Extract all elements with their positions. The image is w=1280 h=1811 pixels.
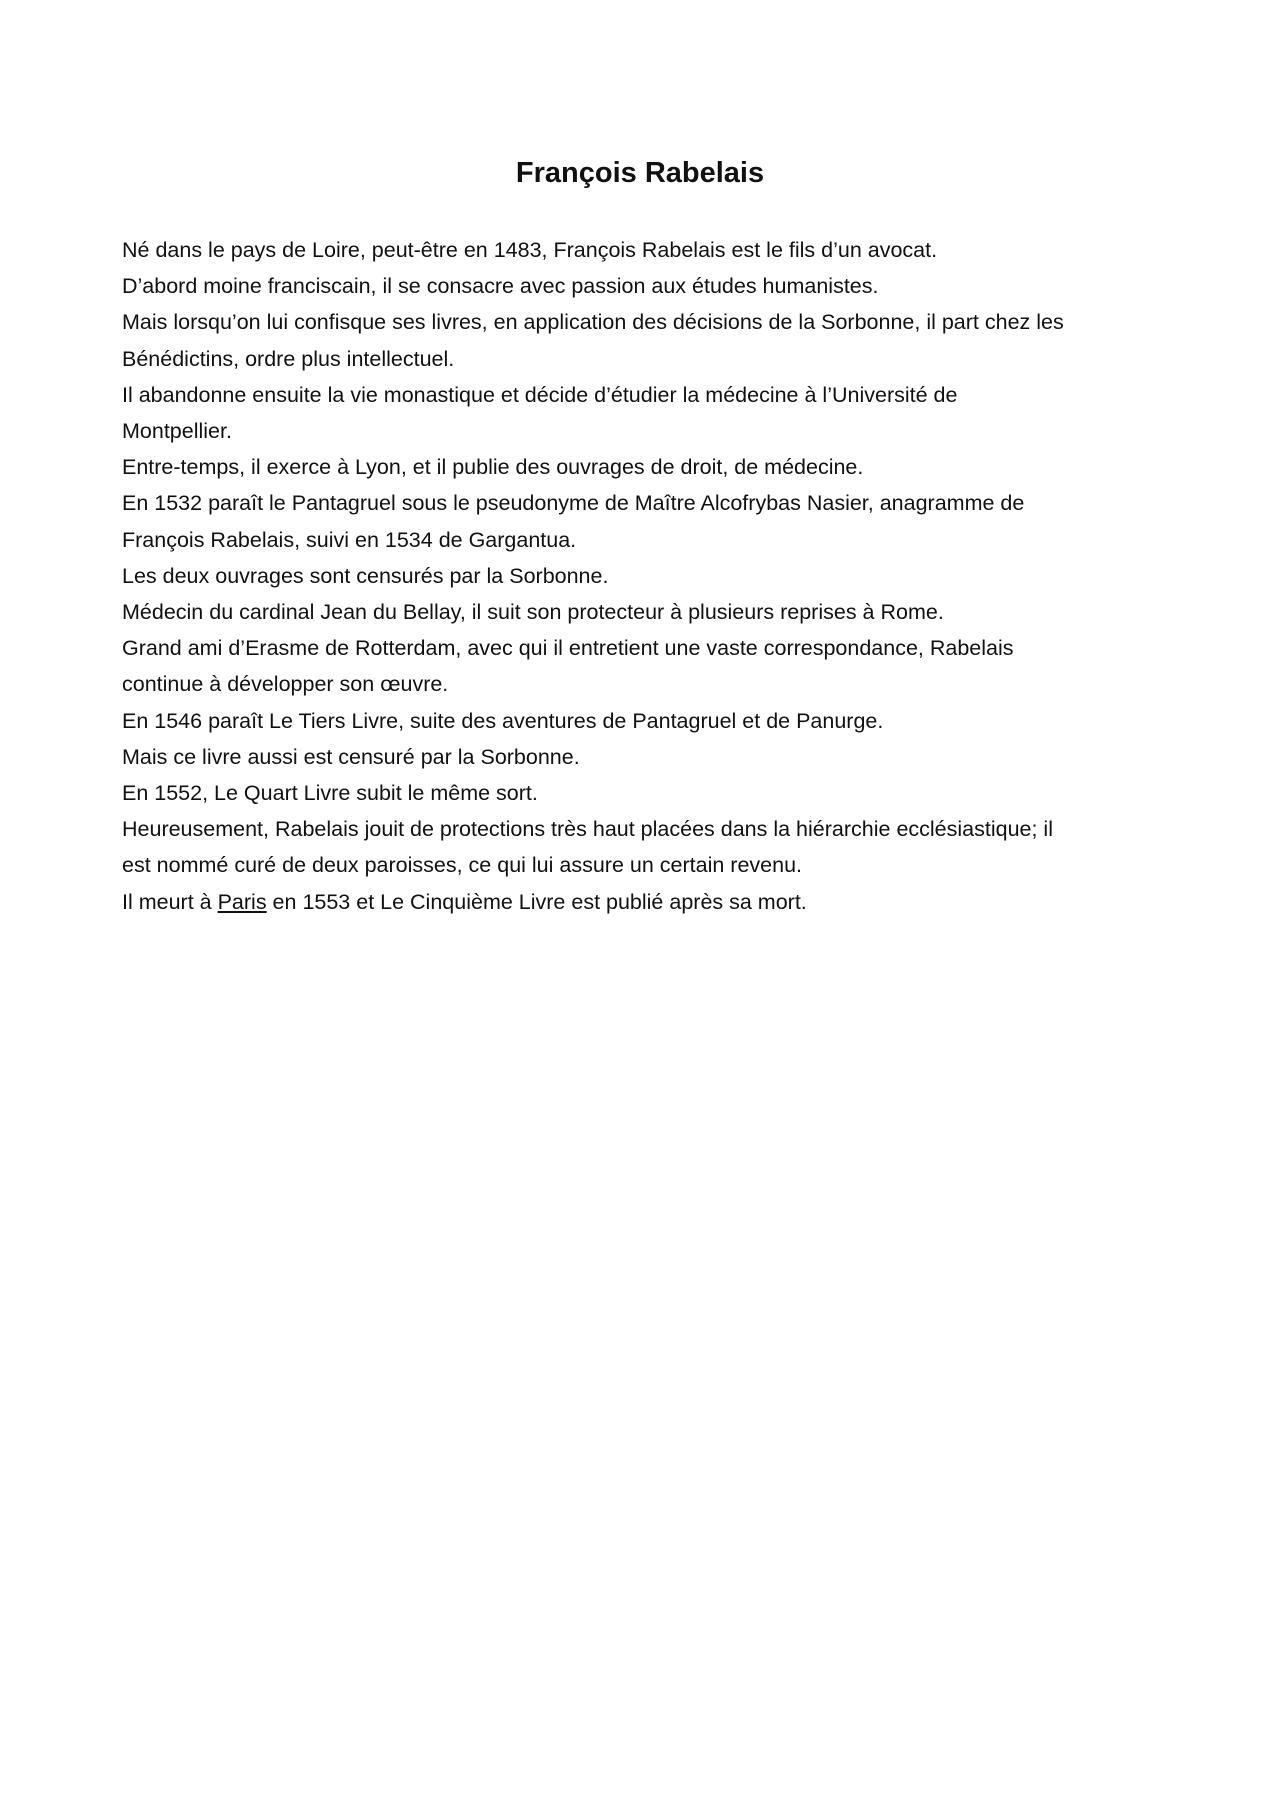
body-line: Il abandonne ensuite la vie monastique et décide d’étudier la médecine à l’Université de — [122, 382, 958, 407]
last-line-before: Il meurt à — [122, 889, 218, 914]
document-body — [122, 232, 1172, 920]
body-line: En 1552, Le Quart Livre subit le même sort. — [122, 781, 538, 806]
body-line: D’abord moine franciscain, il se consacre avec passion aux études humanistes. — [122, 274, 879, 299]
body-line: En 1546 paraît Le Tiers Livre, suite des aventures de Pantagruel et de Panurge. — [122, 708, 884, 733]
body-line: Médecin du cardinal Jean du Bellay, il suit son protecteur à plusieurs reprises à Rome. — [122, 600, 944, 625]
body-line: Bénédictins, ordre plus intellectuel. — [122, 346, 455, 371]
body-line: Heureusement, Rabelais jouit de protections très haut placées dans la hiérarchie ecclésiastique; il — [122, 817, 1053, 842]
body-line: est nommé curé de deux paroisses, ce qui lui assure un certain revenu. — [122, 853, 803, 878]
body-line-last — [122, 884, 1172, 920]
body-line: Grand ami d’Erasme de Rotterdam, avec qui il entretient une vaste correspondance, Rabelais — [122, 636, 1014, 661]
body-line: Entre-temps, il exerce à Lyon, et il publie des ouvrages de droit, de médecine. — [122, 455, 864, 480]
body-line: En 1532 paraît le Pantagruel sous le pseudonyme de Maître Alcofrybas Nasier, anagramme de — [122, 491, 1025, 516]
body-line: Montpellier. — [122, 419, 232, 444]
body-line: Né dans le pays de Loire, peut-être en 1483, François Rabelais est le fils d’un avocat. — [122, 238, 938, 262]
body-line: Les deux ouvrages sont censurés par la Sorbonne. — [122, 563, 609, 588]
body-line: François Rabelais, suivi en 1534 de Gargantua. — [122, 527, 577, 552]
body-line: Mais ce livre aussi est censuré par la Sorbonne. — [122, 744, 580, 769]
paris-link[interactable]: Paris — [217, 889, 267, 914]
page-title: François Rabelais — [515, 157, 765, 189]
body-line: Mais lorsqu’on lui confisque ses livres, en application des décisions de la Sorbonne, il part chez les — [122, 310, 1064, 335]
body-line: continue à développer son œuvre. — [122, 672, 449, 697]
last-line-after: en 1553 et Le Cinquième Livre est publié après sa mort. — [266, 889, 807, 914]
